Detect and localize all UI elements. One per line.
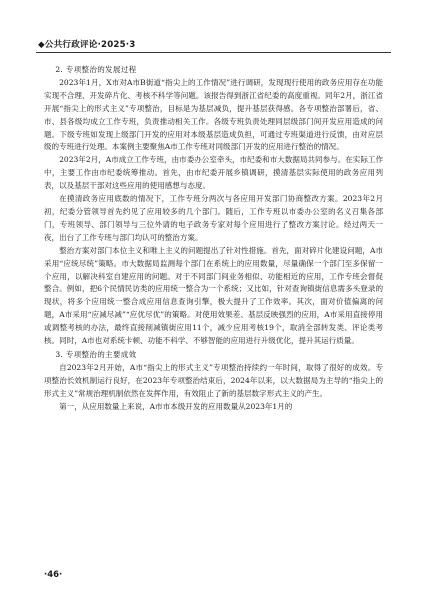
paragraph: 2023年2月，A市成立工作专班，由市委办公室牵头，市纪委和市大数据局共同参与。在实际工作中，主要工作由市纪委统筹推动。首先，由市纪委开展乡镇调研，摸清基层实际使用的政务应用列表，以及基层干部对这些应用的使用感想与态度。 xyxy=(44,155,383,191)
section-heading-outcomes: 3. 专项整治的主要成效 xyxy=(55,349,137,359)
paragraph: 第一，从应用数量上来说，A市市本级开发的应用数量从2023年1月的 xyxy=(59,401,293,411)
page-number: ·46· xyxy=(44,570,63,580)
section-heading-development: 2. 专项整治的发展过程 xyxy=(55,65,137,74)
running-header: ◆公共行政评论·2025·3 xyxy=(38,40,136,50)
header-divider xyxy=(36,52,391,53)
paragraph: 在摸清政务应用底数的情况下，工作专班分两次与各应用开发部门协商整改方案。2023年2月初，纪委分管领导首先约见了应用较多的几个部门。随后，工作专班以市委办公室的名义召集各部门，专班领导、部门领导与三位外请的电子政务专家对每个应用进行了整改方案讨论。经过两天一夜，出台了工作专班与部门均认可的整治方案。 xyxy=(44,194,383,242)
paragraph: 自2023年2月开始，A市“指尖上的形式主义”专项整治持续约一年时间，取得了很好的成效。专项整治长效机制运行良好，在2023年专项整治结束后，2024年以来，以大数据局为主导的“指尖上的形式主义”常规治理机制依然在发挥作用，有效阻止了新的基层数字形式主义的产生。 xyxy=(44,362,383,398)
article-body xyxy=(44,64,383,413)
paragraph: 2023年1月，X市对A市B街道“指尖上的工作情况”进行调研，发现现行使用的政务应用存在功能实现不合理、开发碎片化、考核不科学等问题。该报告得到浙江省纪委的高度重视。同年2月，浙江省开展“指尖上的形式主义”专项整治，目标是为基层减负，提升基层获得感。各专项整治部署后，省、市、县各级均成立工作专班，负责推动相关工作。各级专班负责处理同层级部门间开发应用造成的问题。下级专班如发现上级部门开发的应用对本级基层造成负担，可通过专班渠道进行反馈，由对应层级的专班进行处理。本案例主要聚焦A市工作专班对同级部门开发的应用进行整治的情况。 xyxy=(44,77,383,152)
paragraph: 整治方案对部门本位主义和唯上主义的问题提出了针对性措施。首先，面对碎片化建设问题，A市采用“应统尽统”策略。市大数据局监测每个部门在系统上的应用数量，尽量确保一个部门至多保留一个应用，以解决科室自建应用的问题。对于不同部门间业务相似、功能相近的应用，工作专班会督促整合。例如，把6个民情民访类的应用统一整合为一个系统；又比如，针对查询镇街信息需多头登录的现状，将多个应用统一整合成应用信息查询引擎，极大提升了工作效率。其次，面对价值偏离的问题，A市采用“应减尽减”“应优尽优”的策略。对使用效果差、基层反映强烈的应用，A市采用直接停用或调整考核的办法，最终直接削减镇街应用11个，减少应用考核19个，取消全部转发类、评论类考核。同时，A市也对系统卡顿、功能不科学、不够智能的应用进行升级优化，提升其运行质量。 xyxy=(44,245,383,346)
